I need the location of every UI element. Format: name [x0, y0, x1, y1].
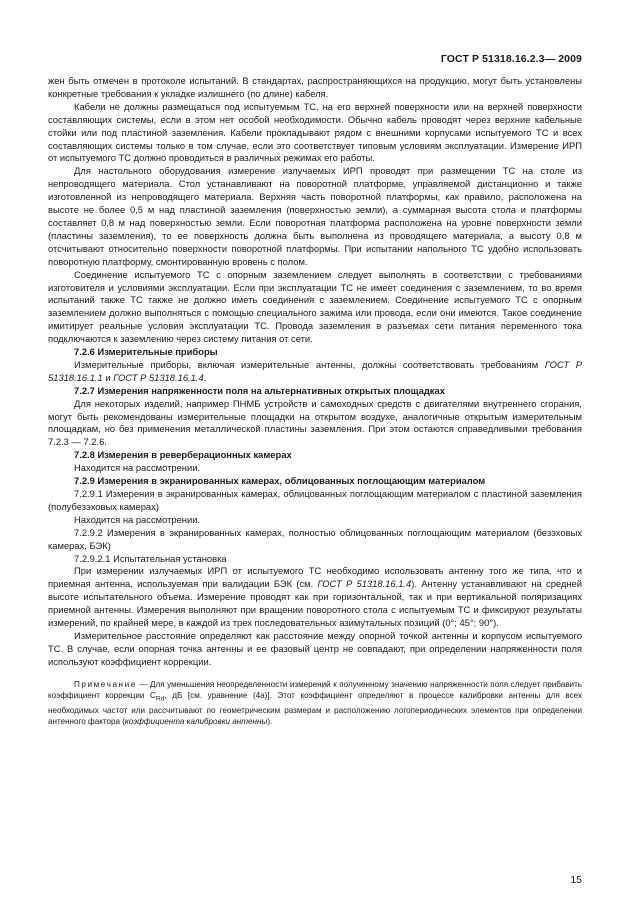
- subsection-7-2-9-2: 7.2.9.2 Измерения в экранированных камерах, полностью облицованных поглощающим материалом (безэховых камерах, БЭК): [48, 526, 582, 551]
- note-italic-term: коэффициента калибровки антенны: [124, 716, 268, 726]
- note-text-b: , дБ [см. уравнение (4а)]. Этот коэффициент определяют в процессе калибровки антенны для всех необходимых частот или рассчитывают по геометрическим размерам и расположению логопериодических элементов при определении антенного фактора (: [48, 690, 582, 726]
- paragraph-tabletop-equipment: Для настольного оборудования измерение излучаемых ИРП проводят при размещении ТС на столе из непроводящего материала. Стол устанавливают на поворотной платформе, управляемой дистанционно и также изготовленной из непроводящего материала. Верхняя часть поворотной платформы, как правило, расположена на высоте не более 0,5 м над пластиной заземления (поверхностью земли), а суммарная высота стола и платформы составляет 0,8 м над поверхностью земли. Если поворотная платформа расположена на уровне поверхности земли (пластины заземления), то ее поверхность должна быть выполнена из проводящего материала, а высоту 0,8 м отсчитывают относительно поверхности поворотной платформы. При испытании напольного ТС удобно использовать поворотную платформу, смонтированную вровень с полом.: [48, 165, 582, 267]
- instruments-text: Измерительные приборы, включая измерительные антенны, должны соответствовать требованиям: [74, 358, 539, 370]
- page-number: 15: [570, 874, 582, 886]
- antenna-setup-text-a: При измерении излучаемых ИРП от испытуемого ТС необходимо использовать антенну того же типа, что и приемная антенна, используемая при валидации БЭК (см.: [48, 565, 582, 590]
- note-label: Примечание: [74, 679, 137, 689]
- document-body: [48, 75, 582, 727]
- paragraph-under-consideration-2: Находится на рассмотрении.: [74, 513, 201, 525]
- section-heading-7-2-8: 7.2.8 Измерения в реверберационных камерах: [74, 449, 292, 461]
- section-heading-7-2-9: 7.2.9 Измерения в экранированных камерах, облицованных поглощающим материалом: [74, 475, 486, 487]
- paragraph-alternative-sites: Для некоторых изделий, например ПНМБ устройств и самоходных средств с двигателями внутреннего сгорания, могут быть рекомендованы измерительные площадки на открытом воздухе, аналогичные открытым измерительным площадкам, но без применения металлической пластины заземления. При этом остаются справедливыми требования 7.2.3 — 7.2.6.: [48, 397, 582, 448]
- note-text-a: — Для уменьшения неопределенности измерений к полученному значению напряженности поля следует прибавить коэффициент коррекции C: [48, 679, 583, 700]
- sentence-end: .: [203, 371, 207, 383]
- conjunction-and: и: [105, 371, 111, 383]
- paragraph-under-consideration-1: Находится на рассмотрении.: [74, 462, 201, 474]
- note-subscript: Rd: [155, 695, 165, 703]
- standard-reference-16-1-1: ГОСТ Р 51318.16.1.1: [48, 358, 583, 383]
- standard-reference-16-1-4: ГОСТ Р 51318.16.1.4: [113, 371, 204, 383]
- section-heading-7-2-6: 7.2.6 Измерительные приборы: [74, 346, 218, 358]
- note-paragraph: [48, 679, 582, 727]
- paragraph-measuring-instruments: [48, 359, 582, 385]
- note-text-c: ).: [267, 716, 273, 726]
- standard-designation: ГОСТ Р 51318.16.2.3— 2009: [440, 53, 582, 65]
- paragraph-cable-placement: Кабели не должны размещаться под испытуемым ТС, на его верхней поверхности или на верхней поверхности составляющих системы, если в этом нет особой необходимости. Обычно кабель проводят через верхние кабельные стойки или под пластиной заземления. Кабели прокладывают рядом с внешними корпусами испытуемого ТС и всех составляющих системы только в том случае, если это соответствует типовым условиям эксплуатации. Измерение ИРП от испытуемого ТС должно проводиться в различных режимах его работы.: [48, 100, 582, 164]
- section-heading-7-2-7: 7.2.7 Измерения напряженности поля на альтернативных открытых площадках: [74, 384, 445, 396]
- paragraph-measuring-distance: Измерительное расстояние определяют как расстояние между опорной точкой антенны и корпусом испытуемого ТС. В случае, если опорная точка антенны и ее фазовый центр не совпадают, при определении напряженности поля используют коэффициент коррекции.: [48, 629, 582, 667]
- standard-reference-validation: ГОСТ Р 51318.16.1.4: [317, 578, 412, 590]
- paragraph-grounding: Соединение испытуемого ТС с опорным заземлением следует выполнять в соответствии с требованиями изготовителя и условиями эксплуатации. Если при эксплуатации ТС не имеет соединения с заземлением, то во время испытаний также ТС также не должно иметь соединения с заземлением. Соединение испытуемого ТС с опорным заземлением должно выполняться с помощью специального зажима или провода, если они имеются. Такое соединение имитирует реальные условия эксплуатации ТС. Провода заземления в разъемах сети питания переменного тока подключаются к заземлению через систему питания от сети.: [48, 268, 582, 345]
- paragraph-antenna-setup: [48, 565, 582, 630]
- paragraph-cable-record: жен быть отмечен в протоколе испытаний. В стандартах, распространяющихся на продукцию, могут быть установлены конкретные требования к укладке излишнего (по длине) кабеля.: [48, 75, 582, 99]
- antenna-setup-text-b: ). Антенну устанавливают на средней высоте испытательного объема. Измерение проводят как при горизонтальной, так и при вертикальной поляризациях приемной антенны. Измерения выполняют при вращении поворотного стола с испытуемым ТС и фиксируют результаты измерений, по крайней мере, в каждой из трех последовательных азимутальных позиций (0°; 45°; 90°).: [48, 578, 583, 629]
- subsection-7-2-9-1: 7.2.9.1 Измерения в экранированных камерах, облицованных поглощающим материалом с пластиной заземления (полубезэховых камерах): [48, 488, 582, 512]
- subsection-7-2-9-2-1: 7.2.9.2.1 Испытательная установка: [74, 552, 227, 564]
